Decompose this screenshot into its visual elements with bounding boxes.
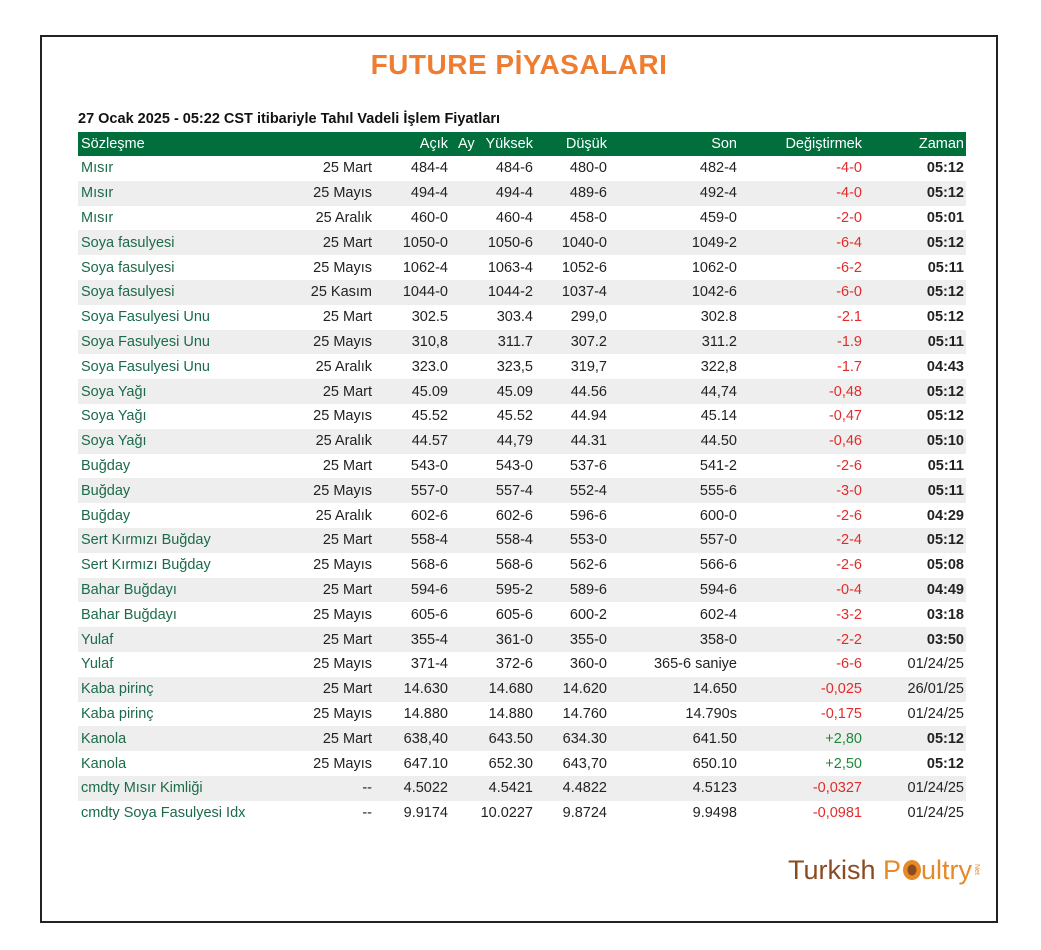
- last-cell: 302.8: [700, 309, 737, 326]
- open-cell: 647.10: [403, 755, 448, 772]
- last-cell: 14.790s: [685, 705, 737, 722]
- high-cell: 311.7: [450, 330, 535, 355]
- low-cell: 360-0: [569, 656, 607, 673]
- low-cell: 553-0: [535, 528, 609, 553]
- month-cell: 25 Aralık: [315, 358, 372, 375]
- change-cell: -2-4: [739, 528, 864, 553]
- change-cell: +2,80: [739, 726, 864, 751]
- time-cell: 05:11: [864, 330, 966, 355]
- header-high[interactable]: Yüksek: [450, 132, 535, 156]
- month-cell: 25 Aralık: [315, 507, 372, 524]
- time-cell: 04:43: [926, 358, 964, 375]
- table-row: [78, 206, 966, 231]
- low-cell: 1052-6: [561, 259, 607, 276]
- high-cell: 14.880: [488, 705, 533, 722]
- low-cell: 44.31: [535, 429, 609, 454]
- contract-name[interactable]: Kaba pirinç: [78, 677, 253, 702]
- month-cell: 25 Mayıs: [313, 259, 372, 276]
- high-cell: 558-4: [450, 528, 535, 553]
- high-cell: 10.0227: [480, 805, 533, 822]
- high-cell: 605-6: [495, 606, 533, 623]
- month-cell: --: [362, 805, 372, 822]
- last-cell: 365-6 saniye: [653, 656, 737, 673]
- low-cell: 1040-0: [535, 230, 609, 255]
- open-cell: 355-4: [374, 627, 450, 652]
- open-cell: 1050-0: [374, 230, 450, 255]
- header-low[interactable]: Düşük: [535, 132, 609, 156]
- contract-name[interactable]: Soya Yağı: [81, 408, 147, 425]
- last-cell: 1062-0: [691, 259, 737, 276]
- table-row: [78, 379, 966, 404]
- low-cell: 458-0: [569, 209, 607, 226]
- open-cell: 557-0: [374, 478, 450, 503]
- header-contract[interactable]: Sözleşme: [78, 132, 253, 156]
- table-row: [78, 528, 966, 553]
- change-cell: -2-6: [836, 557, 862, 574]
- time-cell: 05:10: [864, 429, 966, 454]
- contract-name[interactable]: Soya Fasulyesi Unu: [81, 309, 210, 326]
- header-month[interactable]: Ay: [253, 132, 374, 156]
- open-cell: 4.5022: [374, 776, 450, 801]
- time-cell: 04:49: [864, 578, 966, 603]
- contract-name[interactable]: Soya Yağı: [78, 379, 253, 404]
- month-cell: 25 Aralık: [253, 429, 374, 454]
- high-cell: 14.680: [450, 677, 535, 702]
- month-cell: 25 Mayıs: [313, 606, 372, 623]
- open-cell: 494-4: [374, 181, 450, 206]
- last-cell: 602-4: [699, 606, 737, 623]
- month-cell: 25 Mart: [322, 160, 372, 177]
- time-cell: 26/01/25: [864, 677, 966, 702]
- table-row: [78, 801, 966, 826]
- contract-name[interactable]: Buğday: [81, 457, 131, 474]
- last-cell: 9.9498: [692, 805, 737, 822]
- last-cell: 459-0: [699, 209, 737, 226]
- contract-name[interactable]: Soya Fasulyesi Unu: [78, 330, 253, 355]
- time-cell: 05:12: [864, 726, 966, 751]
- futures-table: [78, 132, 966, 826]
- contract-name[interactable]: Yulaf: [78, 627, 253, 652]
- high-cell: 44,79: [450, 429, 535, 454]
- table-row: [78, 255, 966, 280]
- open-cell: 568-6: [410, 557, 448, 574]
- time-cell: 05:12: [926, 755, 964, 772]
- change-cell: -4-0: [836, 160, 862, 177]
- change-cell: -1.7: [837, 358, 862, 375]
- table-row: [78, 751, 966, 776]
- contract-name[interactable]: Kanola: [78, 726, 253, 751]
- open-cell: 1062-4: [402, 259, 448, 276]
- table-row: [78, 454, 966, 479]
- time-cell: 05:12: [926, 160, 964, 177]
- time-cell: 05:12: [864, 230, 966, 255]
- table-row: [78, 652, 966, 677]
- change-cell: -0,025: [739, 677, 864, 702]
- last-cell: 641.50: [609, 726, 739, 751]
- time-cell: 05:12: [926, 309, 964, 326]
- header-open[interactable]: Açık: [374, 132, 450, 156]
- low-cell: 643,70: [562, 755, 607, 772]
- open-cell: 638,40: [374, 726, 450, 751]
- month-cell: 25 Mart: [253, 528, 374, 553]
- last-cell: 1042-6: [609, 280, 739, 305]
- time-cell: 01/24/25: [907, 705, 964, 722]
- time-cell: 05:12: [864, 280, 966, 305]
- change-cell: +2,50: [825, 755, 862, 772]
- contract-name[interactable]: Sert Kırmızı Buğday: [78, 528, 253, 553]
- table-row: [78, 677, 966, 702]
- low-cell: 355-0: [535, 627, 609, 652]
- content-frame: [40, 35, 998, 923]
- high-cell: 303.4: [496, 309, 533, 326]
- page-subtitle: 27 Ocak 2025 - 05:22 CST itibariyle Tahıl Vadeli İşlem Fiyatları: [78, 111, 501, 127]
- low-cell: 589-6: [535, 578, 609, 603]
- contract-name[interactable]: Soya Yağı: [78, 429, 253, 454]
- month-cell: 25 Mart: [253, 578, 374, 603]
- change-cell: -0,46: [739, 429, 864, 454]
- high-cell: 361-0: [450, 627, 535, 652]
- low-cell: 44.94: [570, 408, 607, 425]
- low-cell: 562-6: [569, 557, 607, 574]
- page-title: FUTURE PİYASALARI: [370, 49, 668, 80]
- open-cell: 594-6: [374, 578, 450, 603]
- open-cell: 543-0: [410, 457, 448, 474]
- low-cell: 600-2: [569, 606, 607, 623]
- low-cell: 634.30: [535, 726, 609, 751]
- last-cell: 482-4: [699, 160, 737, 177]
- high-cell: 1063-4: [487, 259, 533, 276]
- low-cell: 1037-4: [535, 280, 609, 305]
- month-cell: 25 Mayıs: [313, 705, 372, 722]
- header-time[interactable]: Zaman: [864, 132, 966, 156]
- table-row: [78, 602, 966, 627]
- contract-name[interactable]: Buğday: [78, 478, 253, 503]
- time-cell: 04:29: [926, 507, 964, 524]
- table-row: [78, 726, 966, 751]
- table-row: [78, 776, 966, 801]
- contract-name[interactable]: Sert Kırmızı Buğday: [81, 557, 211, 574]
- change-cell: -2-6: [836, 457, 862, 474]
- time-cell: 01/24/25: [864, 776, 966, 801]
- table-row: [78, 330, 966, 355]
- last-cell: 1049-2: [609, 230, 739, 255]
- change-cell: -3-2: [836, 606, 862, 623]
- high-cell: 557-4: [450, 478, 535, 503]
- open-cell: 371-4: [410, 656, 448, 673]
- time-cell: 05:11: [927, 259, 964, 276]
- high-cell: 652.30: [488, 755, 533, 772]
- time-cell: 03:50: [864, 627, 966, 652]
- change-cell: -0,0981: [812, 805, 862, 822]
- change-cell: -0-4: [739, 578, 864, 603]
- open-cell: 484-4: [410, 160, 448, 177]
- table-row: [78, 305, 966, 330]
- open-cell: 323.0: [411, 358, 448, 375]
- contract-name[interactable]: Bahar Buğdayı: [78, 578, 253, 603]
- contract-name[interactable]: Soya fasulyesi: [78, 230, 253, 255]
- time-cell: 05:12: [864, 379, 966, 404]
- contract-name[interactable]: cmdty Mısır Kimliği: [78, 776, 253, 801]
- high-cell: 45.09: [450, 379, 535, 404]
- last-cell: 311.2: [609, 330, 739, 355]
- last-cell: 594-6: [609, 578, 739, 603]
- contract-name[interactable]: Soya fasulyesi: [78, 280, 253, 305]
- change-cell: -6-4: [739, 230, 864, 255]
- month-cell: 25 Mayıs: [313, 557, 372, 574]
- table-row: [78, 156, 966, 181]
- table-row: [78, 429, 966, 454]
- svg-text:ultry: ultry: [921, 855, 973, 885]
- last-cell: 555-6: [609, 478, 739, 503]
- high-cell: 323,5: [496, 358, 533, 375]
- high-cell: 643.50: [450, 726, 535, 751]
- change-cell: -2-2: [739, 627, 864, 652]
- month-cell: 25 Mart: [253, 726, 374, 751]
- change-cell: -2-6: [836, 507, 862, 524]
- last-cell: 650.10: [692, 755, 737, 772]
- table-row: [78, 181, 966, 206]
- last-cell: 566-6: [699, 557, 737, 574]
- month-cell: 25 Mart: [253, 627, 374, 652]
- open-cell: 460-0: [410, 209, 448, 226]
- contract-name[interactable]: Kaba pirinç: [81, 705, 154, 722]
- contract-name[interactable]: Kanola: [81, 755, 127, 772]
- contract-name[interactable]: Mısır: [78, 181, 253, 206]
- time-cell: 01/24/25: [907, 805, 964, 822]
- month-cell: 25 Mayıs: [313, 408, 372, 425]
- table-row: [78, 230, 966, 255]
- change-cell: -0,47: [828, 408, 862, 425]
- table-row: [78, 478, 966, 503]
- last-cell: 44,74: [609, 379, 739, 404]
- change-cell: -6-6: [836, 656, 862, 673]
- change-cell: -2-0: [836, 209, 862, 226]
- last-cell: 4.5123: [609, 776, 739, 801]
- contract-name[interactable]: cmdty Soya Fasulyesi Idx: [81, 805, 246, 822]
- change-cell: -4-0: [739, 181, 864, 206]
- low-cell: 9.8724: [562, 805, 607, 822]
- contract-name[interactable]: Mısır: [81, 160, 114, 177]
- high-cell: 45.52: [496, 408, 533, 425]
- high-cell: 460-4: [495, 209, 533, 226]
- svg-text:Net: Net: [973, 864, 980, 875]
- open-cell: 558-4: [374, 528, 450, 553]
- open-cell: 44.57: [374, 429, 450, 454]
- time-cell: 05:08: [926, 557, 964, 574]
- month-cell: 25 Mayıs: [253, 478, 374, 503]
- header-change[interactable]: Değiştirmek: [739, 132, 864, 156]
- last-cell: 557-0: [609, 528, 739, 553]
- table-row: [78, 553, 966, 578]
- table-row: [78, 404, 966, 429]
- high-cell: 595-2: [450, 578, 535, 603]
- high-cell: 1050-6: [450, 230, 535, 255]
- last-cell: 492-4: [609, 181, 739, 206]
- change-cell: -1.9: [739, 330, 864, 355]
- time-cell: 03:18: [926, 606, 964, 623]
- month-cell: 25 Mart: [253, 230, 374, 255]
- time-cell: 05:11: [927, 457, 964, 474]
- table-row: [78, 280, 966, 305]
- low-cell: 552-4: [535, 478, 609, 503]
- high-cell: 484-6: [495, 160, 533, 177]
- open-cell: 14.630: [374, 677, 450, 702]
- table-row: [78, 503, 966, 528]
- table-row: [78, 702, 966, 727]
- low-cell: 307.2: [535, 330, 609, 355]
- change-cell: -6-2: [836, 259, 862, 276]
- contract-name[interactable]: Bahar Buğdayı: [81, 606, 177, 623]
- contract-name[interactable]: Buğday: [81, 507, 131, 524]
- last-cell: 45.14: [700, 408, 737, 425]
- month-cell: 25 Mayıs: [253, 181, 374, 206]
- low-cell: 537-6: [569, 457, 607, 474]
- high-cell: 568-6: [495, 557, 533, 574]
- month-cell: 25 Mayıs: [253, 330, 374, 355]
- month-cell: 25 Aralık: [315, 209, 372, 226]
- open-cell: 310,8: [374, 330, 450, 355]
- header-last[interactable]: Son: [609, 132, 739, 156]
- month-cell: 25 Mart: [322, 457, 372, 474]
- open-cell: 1044-0: [374, 280, 450, 305]
- high-cell: 4.5421: [450, 776, 535, 801]
- last-cell: 358-0: [609, 627, 739, 652]
- contract-name[interactable]: Soya Fasulyesi Unu: [81, 358, 210, 375]
- open-cell: 602-6: [410, 507, 448, 524]
- change-cell: -0,48: [739, 379, 864, 404]
- high-cell: 372-6: [495, 656, 533, 673]
- month-cell: 25 Mayıs: [313, 656, 372, 673]
- low-cell: 319,7: [570, 358, 607, 375]
- month-cell: 25 Mart: [322, 309, 372, 326]
- open-cell: 302.5: [411, 309, 448, 326]
- contract-name[interactable]: Soya fasulyesi: [81, 259, 175, 276]
- table-row: [78, 627, 966, 652]
- open-cell: 605-6: [410, 606, 448, 623]
- month-cell: 25 Mart: [253, 677, 374, 702]
- table-header-row: [78, 132, 966, 156]
- high-cell: 494-4: [450, 181, 535, 206]
- high-cell: 543-0: [495, 457, 533, 474]
- month-cell: --: [253, 776, 374, 801]
- last-cell: 44.50: [609, 429, 739, 454]
- low-cell: 596-6: [569, 507, 607, 524]
- low-cell: 299,0: [570, 309, 607, 326]
- high-cell: 1044-2: [450, 280, 535, 305]
- low-cell: 14.760: [562, 705, 607, 722]
- time-cell: 05:12: [926, 408, 964, 425]
- open-cell: 9.9174: [403, 805, 448, 822]
- month-cell: 25 Mart: [253, 379, 374, 404]
- last-cell: 322,8: [700, 358, 737, 375]
- table-row: [78, 578, 966, 603]
- change-cell: -0,175: [820, 705, 862, 722]
- low-cell: 44.56: [535, 379, 609, 404]
- table-row: [78, 354, 966, 379]
- svg-text:P: P: [883, 855, 902, 885]
- poultry-egg-icon: [788, 849, 984, 889]
- contract-name[interactable]: Yulaf: [81, 656, 114, 673]
- change-cell: -3-0: [739, 478, 864, 503]
- time-cell: 05:11: [864, 478, 966, 503]
- low-cell: 14.620: [535, 677, 609, 702]
- high-cell: 602-6: [495, 507, 533, 524]
- open-cell: 45.09: [374, 379, 450, 404]
- change-cell: -6-0: [739, 280, 864, 305]
- month-cell: 25 Kasım: [253, 280, 374, 305]
- turkish-poultry-logo: [788, 849, 984, 889]
- low-cell: 489-6: [535, 181, 609, 206]
- low-cell: 4.4822: [535, 776, 609, 801]
- contract-name[interactable]: Mısır: [81, 209, 114, 226]
- last-cell: 541-2: [699, 457, 737, 474]
- month-cell: 25 Mayıs: [313, 755, 372, 772]
- change-cell: -2.1: [837, 309, 862, 326]
- last-cell: 600-0: [699, 507, 737, 524]
- time-cell: 05:01: [926, 209, 964, 226]
- low-cell: 480-0: [569, 160, 607, 177]
- open-cell: 45.52: [411, 408, 448, 425]
- time-cell: 01/24/25: [907, 656, 964, 673]
- svg-text:Turkish: Turkish: [788, 855, 876, 885]
- change-cell: -0,0327: [739, 776, 864, 801]
- time-cell: 05:12: [864, 528, 966, 553]
- open-cell: 14.880: [403, 705, 448, 722]
- last-cell: 14.650: [609, 677, 739, 702]
- time-cell: 05:12: [864, 181, 966, 206]
